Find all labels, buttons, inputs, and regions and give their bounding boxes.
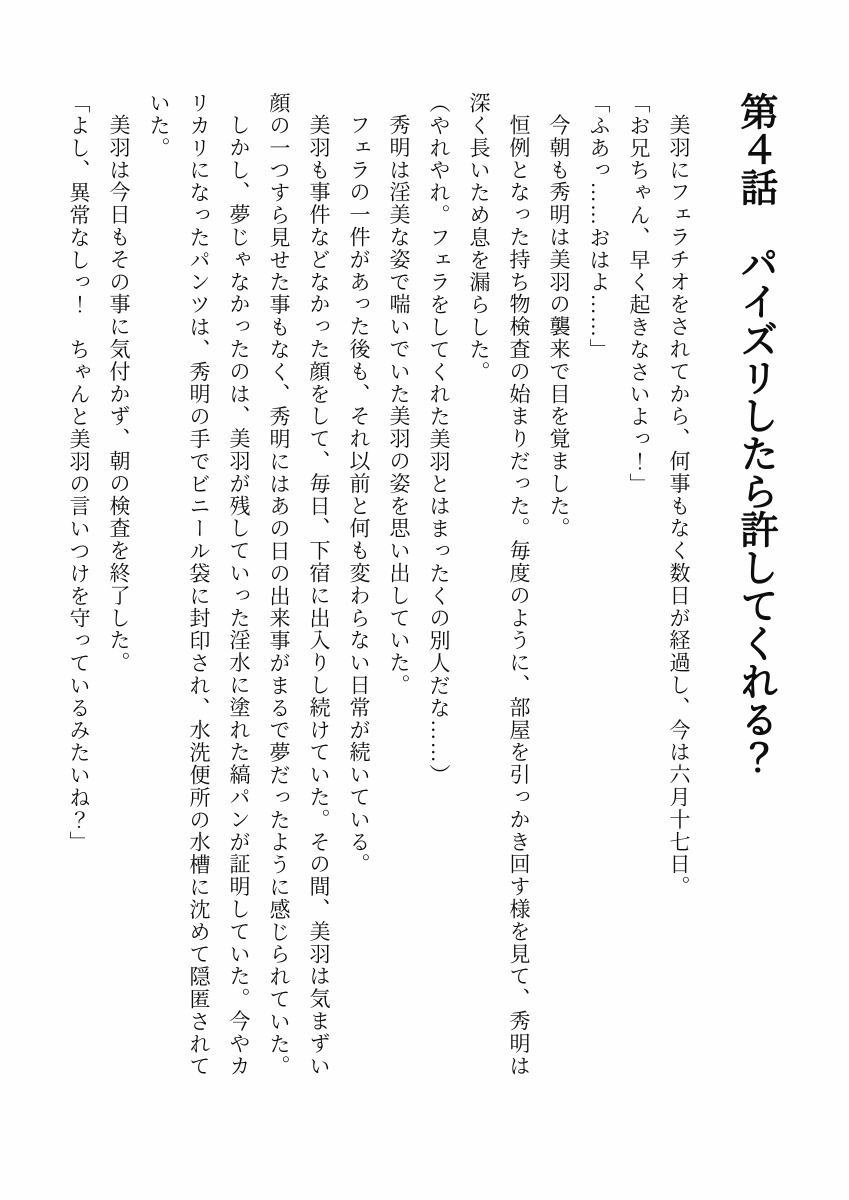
paragraphs-container (59, 92, 699, 1092)
paragraph: （やれやれ。フェラをしてくれた美羽とはまったくの別人だな……） (427, 92, 451, 787)
paragraph: しかし、夢じゃなかったのは、美羽が残していった淫水に塗れた縞パンが証明していた。今やカリカリになったパンツは、秀明の手でビニール袋に封印され、水洗便所の水槽に沈めて隠匿されていた。 (147, 92, 251, 1078)
paragraph: 美羽も事件などなかった顔をして、毎日、下宿に出入りし続けていた。その間、美羽は気まずい顔の一つすら見せた事もなく、秀明にはあの日の出来事がまるで夢だったように感じられていた。 (267, 92, 331, 1078)
paragraph: 今朝も秀明は美羽の襲来で目を覚ました。 (547, 114, 571, 540)
paragraph: 「よし、異常なしっ！ ちゃんと美羽の言いつけを守っているみたいね？」 (67, 92, 91, 854)
paragraph: 「お兄ちゃん、早く起きなさいよっ！」 (627, 92, 651, 496)
paragraph: 恒例となった持ち物検査の始まりだった。毎度のように、部屋を引っかき回す様を見て、秀明は深く長いため息を漏らした。 (467, 92, 531, 1078)
paragraph: 美羽は今日もその事に気付かず、朝の検査を終了した。 (107, 114, 131, 675)
chapter-title: 第４話 パイズリしたら許してくれる？ (734, 92, 776, 776)
paragraph: 「ふあっ……おはよ……」 (587, 92, 611, 361)
paragraph: 美羽にフェラチオをされてから、何事もなく数日が経過し、今は六月十七日。 (667, 114, 691, 899)
vertical-text-flow (59, 92, 815, 1092)
paragraph: 秀明は淫美な姿で喘いでいた美羽の姿を思い出していた。 (387, 114, 411, 697)
paragraph: フェラの一件があった後も、それ以前と何も変わらない日常が続いている。 (347, 114, 371, 876)
